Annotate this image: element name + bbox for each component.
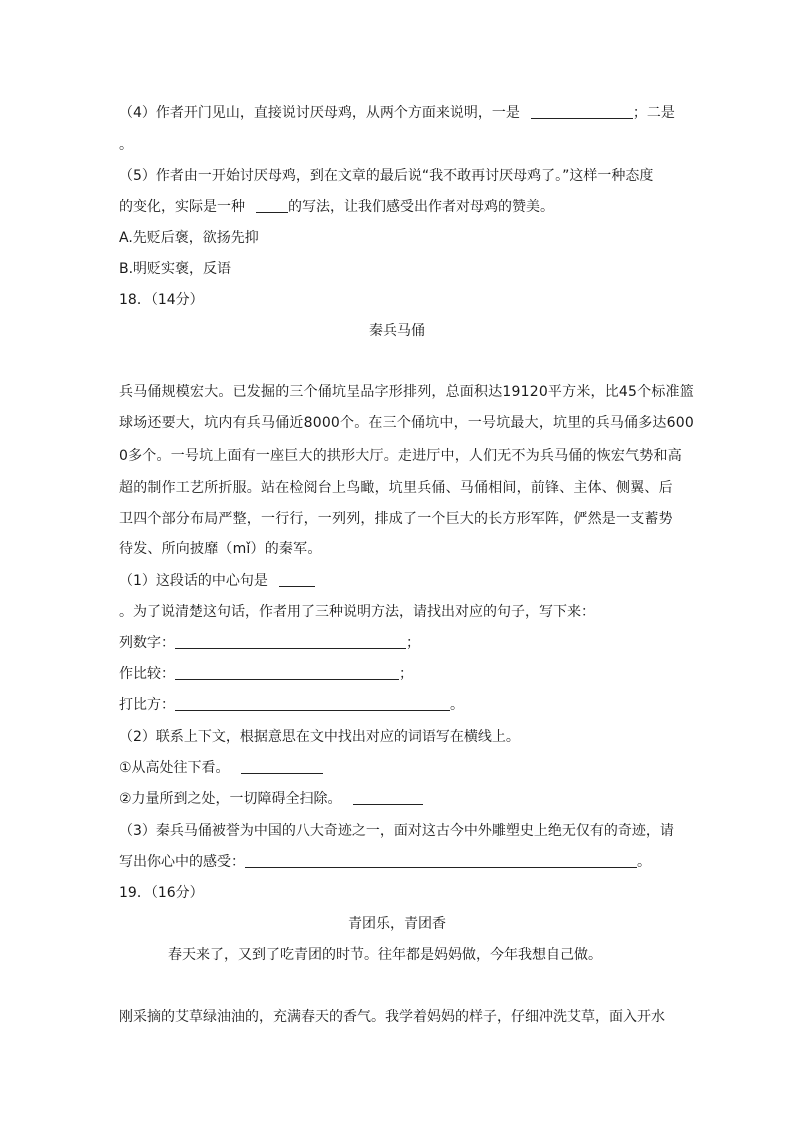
q19-paragraph-2: 刚采摘的艾草绿油油的，充满春天的香气。我学着妈妈的样子，仔细冲洗艾草，面入开水 bbox=[119, 1009, 665, 1025]
q19-paragraph-1: 春天来了，又到了吃青团的时节。往年都是妈妈做，今年我想自己做。 bbox=[168, 947, 602, 963]
q18-sub2-b-blank[interactable] bbox=[353, 790, 423, 805]
q18-passage-line-6: 待发、所向披靡（mǐ）的秦军。 bbox=[119, 541, 322, 557]
q18-method-compare bbox=[119, 664, 413, 684]
q18-sub2-a-blank[interactable] bbox=[241, 759, 323, 774]
q18-sub3-blank[interactable] bbox=[245, 853, 637, 868]
q18-sub1-text: （1）这段话的中心句是 bbox=[119, 573, 268, 589]
q19-title: 青团乐，青团香 bbox=[348, 916, 446, 932]
q18-sub1-line2: 。为了说清楚这句话，作者用了三种说明方法，请找出对应的句子，写下来： bbox=[119, 604, 595, 620]
q18-passage-line-1: 兵马俑规模宏大。已发掘的三个俑坑呈品字形排列，总面积达19120平方米，比45个标准篮 bbox=[119, 384, 694, 400]
q18-method-metaphor bbox=[119, 695, 464, 715]
q17-item5-text-b: 的写法，让我们感受出作者对母鸡的赞美。 bbox=[288, 199, 554, 215]
q17-item4-blank-1[interactable] bbox=[531, 104, 633, 119]
q17-item5-line2 bbox=[119, 197, 554, 217]
q18-sub3-line2 bbox=[119, 852, 651, 872]
q18-passage-line-4: 超的制作工艺所折服。站在检阅台上鸟瞰，坑里兵俑、马俑相间，前锋、主体、侧翼、后 bbox=[119, 480, 673, 496]
q18-sub3-end: 。 bbox=[637, 854, 651, 870]
q18-method-numbers bbox=[119, 633, 420, 653]
q17-option-b: B.明贬实褒，反语 bbox=[119, 261, 232, 277]
q18-method-metaphor-label: 打比方： bbox=[119, 697, 175, 713]
q18-method-compare-label: 作比较： bbox=[119, 666, 175, 682]
q18-title: 秦兵马俑 bbox=[369, 323, 425, 339]
q18-method-numbers-label: 列数字： bbox=[119, 635, 175, 651]
q17-item5-line1: （5）作者由一开始讨厌母鸡，到在文章的最后说“我不敢再讨厌母鸡了。”这样一种态度 bbox=[119, 168, 654, 184]
q18-sub3-line1: （3）秦兵马俑被誉为中国的八大奇迹之一，面对这古今中外雕塑史上绝无仅有的奇迹，请 bbox=[119, 823, 674, 839]
q18-header: 18．（14分） bbox=[119, 292, 204, 308]
q18-passage-line-5: 卫四个部分布局严整，一行行，一列列，排成了一个巨大的长方形军阵，俨然是一支蓄势 bbox=[119, 511, 673, 527]
q18-sub2-b-text: ②力量所到之处，一切障碍全扫除。 bbox=[119, 791, 342, 807]
q19-header: 19．（16分） bbox=[119, 885, 204, 901]
q18-sub1-line1 bbox=[119, 571, 315, 591]
q18-method-compare-end: ； bbox=[399, 666, 413, 682]
q17-item5-blank[interactable] bbox=[256, 198, 288, 213]
q18-method-numbers-end: ； bbox=[406, 635, 420, 651]
q18-method-metaphor-end: 。 bbox=[450, 697, 464, 713]
q17-item4-tail: ；二是 bbox=[632, 105, 675, 121]
q17-item4-line1 bbox=[119, 103, 675, 123]
q18-sub2-instruction: （2）联系上下文，根据意思在文中找出对应的词语写在横线上。 bbox=[119, 729, 520, 745]
q17-item5-text-a: 的变化，实际是一种 bbox=[119, 199, 245, 215]
q18-method-numbers-blank[interactable] bbox=[175, 634, 406, 649]
q18-passage-line-2: 球场还要大，坑内有兵马俑近8000个。在三个俑坑中，一号坑最大，坑里的兵马俑多达600 bbox=[119, 415, 694, 431]
q17-option-a: A.先贬后褒，欲扬先抑 bbox=[119, 230, 259, 246]
q18-sub1-blank[interactable] bbox=[279, 572, 315, 587]
q18-sub2-a-text: ①从高处往下看。 bbox=[119, 760, 230, 776]
q18-sub2-a bbox=[119, 758, 323, 778]
q18-passage-line-3: 0多个。一号坑上面有一座巨大的拱形大厅。走进厅中，人们无不为兵马俑的恢宏气势和高 bbox=[119, 448, 682, 464]
q18-method-compare-blank[interactable] bbox=[175, 665, 399, 680]
q18-sub2-b bbox=[119, 789, 423, 809]
q18-sub3-text: 写出你心中的感受： bbox=[119, 854, 245, 870]
q17-item4-text: （4）作者开门见山，直接说讨厌母鸡，从两个方面来说明，一是 bbox=[119, 105, 520, 121]
q17-item4-line2: 。 bbox=[119, 137, 133, 153]
q18-method-metaphor-blank[interactable] bbox=[175, 696, 450, 711]
